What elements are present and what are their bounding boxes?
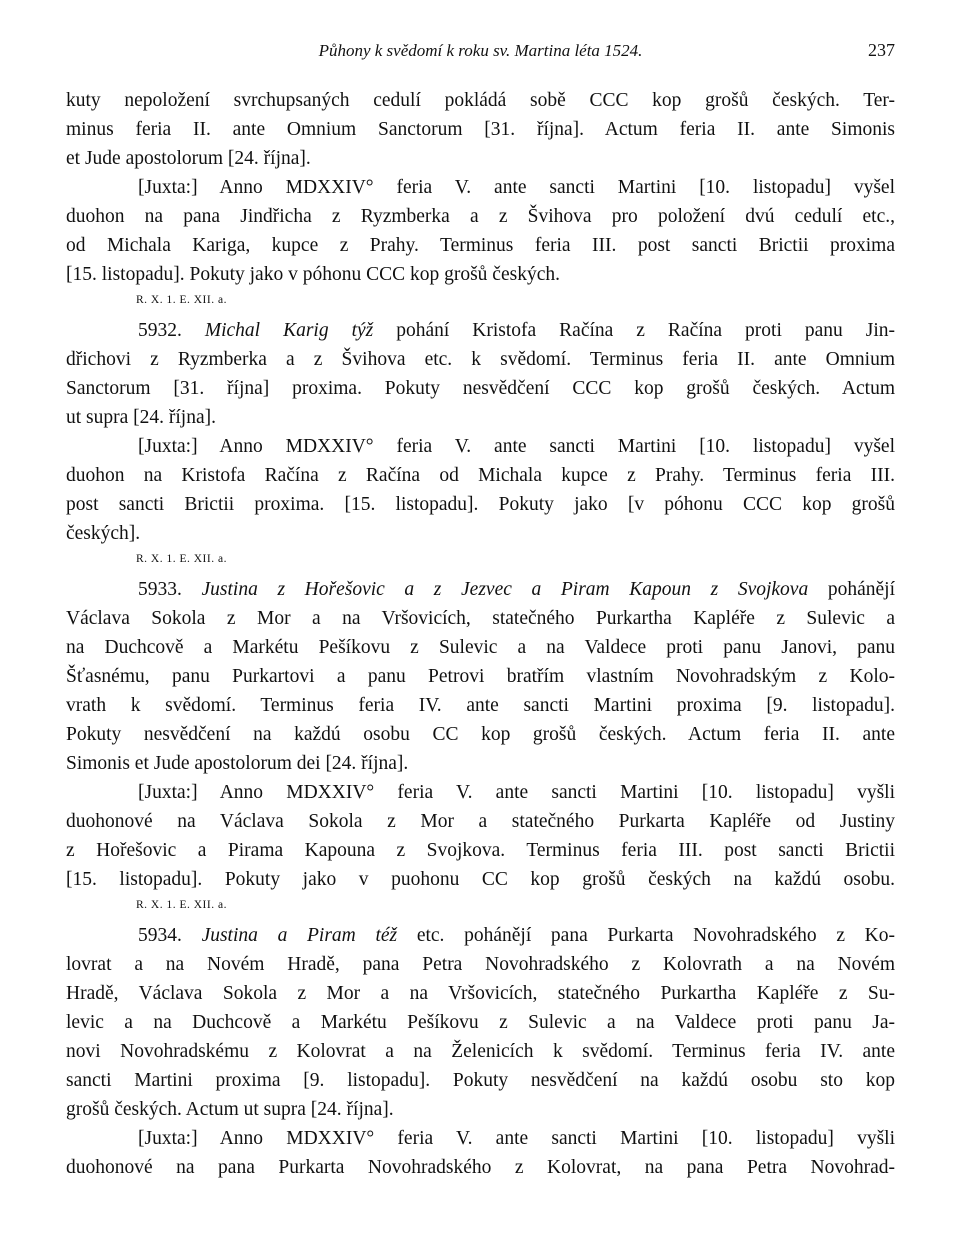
archival-signature: R. X. 1. E. XII. a. [136,294,227,306]
entry-number: 5932. [138,320,182,341]
entry-number: 5934. [138,925,182,946]
page-number: 237 [868,40,895,60]
text-line: Václava Sokola z Mor a na Vršovicích, statečného Purkartha Kapléře z Sulevic a [66,608,895,629]
text-line: Pokuty nesvědčení na každú osobu CC kop grošů českých. Actum feria II. ante [66,724,895,745]
text-line: vrath k svědomí. Terminus feria IV. ante sancti Martini proxima [9. listopadu]. [66,695,895,716]
archival-signature: R. X. 1. E. XII. a. [136,899,227,911]
text-line: novi Novohradskému z Kolovrat a na Želenicích k svědomí. Terminus feria IV. ante [66,1041,895,1062]
entry-first-line [66,316,895,345]
text-line: minus feria II. ante Omnium Sanctorum [31. října]. Actum feria II. ante Simonis [66,119,895,140]
entry-first-line [66,575,895,604]
text-line: dřichovi z Ryzmberka a z Švihova etc. k svědomí. Terminus feria II. ante Omnium [66,349,895,370]
juxta-line: duohon na Kristofa Račína z Račína od Michala kupce z Prahy. Terminus feria III. [66,465,895,486]
juxta-line: [Juxta:] Anno MDXXIV° feria V. ante sancti Martini [10. listopadu] vyšli [138,782,895,803]
text-line: ut supra [24. října]. [66,407,217,428]
entry-continuation [66,86,895,313]
entry-5933 [66,575,895,918]
entry-number: 5933. [138,579,182,600]
juxta-line: [15. listopadu]. Pokuty jako v puohonu CC kop grošů českých na každú osobu. [66,869,895,890]
text-line: na Duchcově a Markétu Pešíkovu z Sulevic a na Valdece proti panu Janovi, panu [66,637,895,658]
entry-5932 [66,316,895,572]
text-line: kuty nepoložení svrchupsaných cedulí pokládá sobě CCC kop grošů českých. Ter- [66,90,895,111]
entry-first-line [66,921,895,950]
juxta-line: českých]. [66,523,141,544]
text-line: Šťasnému, panu Purkartovi a panu Petrovi bratřím vlastním Novohradským z Kolo- [66,666,895,687]
text-line: Simonis et Jude apostolorum dei [24. října]. [66,753,409,774]
text-line: Sanctorum [31. října] proxima. Pokuty nesvědčení CCC kop grošů českých. Actum [66,378,895,399]
juxta-line: [Juxta:] Anno MDXXIV° feria V. ante sancti Martini [10. listopadu] vyšel [138,177,895,198]
juxta-line: [15. listopadu]. Pokuty jako v póhonu CCC kop grošů českých. [66,264,560,285]
running-title: Půhony k svědomí k roku sv. Martina léta 1524. [318,41,643,60]
juxta-line: z Hořešovic a Pirama Kapouna z Svojkova. Terminus feria III. post sancti Brictii [66,840,895,861]
juxta-line: post sancti Brictii proxima. [15. listopadu]. Pokuty jako [v póhonu CCC kop grošů [66,494,895,515]
text-line: levic a na Duchcově a Markétu Pešíkovu z Sulevic a na Valdece proti panu Ja- [66,1012,895,1033]
juxta-line: [Juxta:] Anno MDXXIV° feria V. ante sancti Martini [10. listopadu] vyšel [138,436,895,457]
text-fragment: pohánějí [827,579,895,600]
entry-parties: Justina a Piram též [201,925,398,946]
text-fragment: etc. pohánějí pana Purkarta Novohradského z Ko- [416,925,896,946]
juxta-line: duohon na pana Jindřicha z Ryzmberka a z Švihova pro položení dvú cedulí etc., [66,206,895,227]
text-fragment: pohání Kristofa Račína z Račína proti panu Jin- [396,320,895,341]
text-line: lovrat a na Novém Hradě, pana Petra Novohradského z Kolovrath a na Novém [66,954,895,975]
text-line: Hradě, Václava Sokola z Mor a na Vršovicích, statečného Purkartha Kapléře z Su- [66,983,895,1004]
juxta-line: duohonové na Václava Sokola z Mor a statečného Purkarta Kapléře od Justiny [66,811,895,832]
entry-parties: Justina z Hořešovic a z Jezvec a Piram Kapoun z Svojkova [201,579,809,600]
juxta-line: duohonové na pana Purkarta Novohradského z Kolovrat, na pana Petra Novohrad- [66,1157,895,1178]
juxta-line: [Juxta:] Anno MDXXIV° feria V. ante sancti Martini [10. listopadu] vyšli [138,1128,895,1149]
archival-signature: R. X. 1. E. XII. a. [136,553,227,565]
entry-5934 [66,921,895,1182]
document-page [66,36,895,1182]
text-line: grošů českých. Actum ut supra [24. října]. [66,1099,394,1120]
entry-parties: Michal Karig týž [204,320,374,341]
text-line: et Jude apostolorum [24. října]. [66,148,311,169]
juxta-line: od Michala Kariga, kupce z Prahy. Terminus feria III. post sancti Brictii proxima [66,235,895,256]
page-header [66,36,895,65]
text-line: sancti Martini proxima [9. listopadu]. Pokuty nesvědčení na každú osobu sto kop [66,1070,895,1091]
